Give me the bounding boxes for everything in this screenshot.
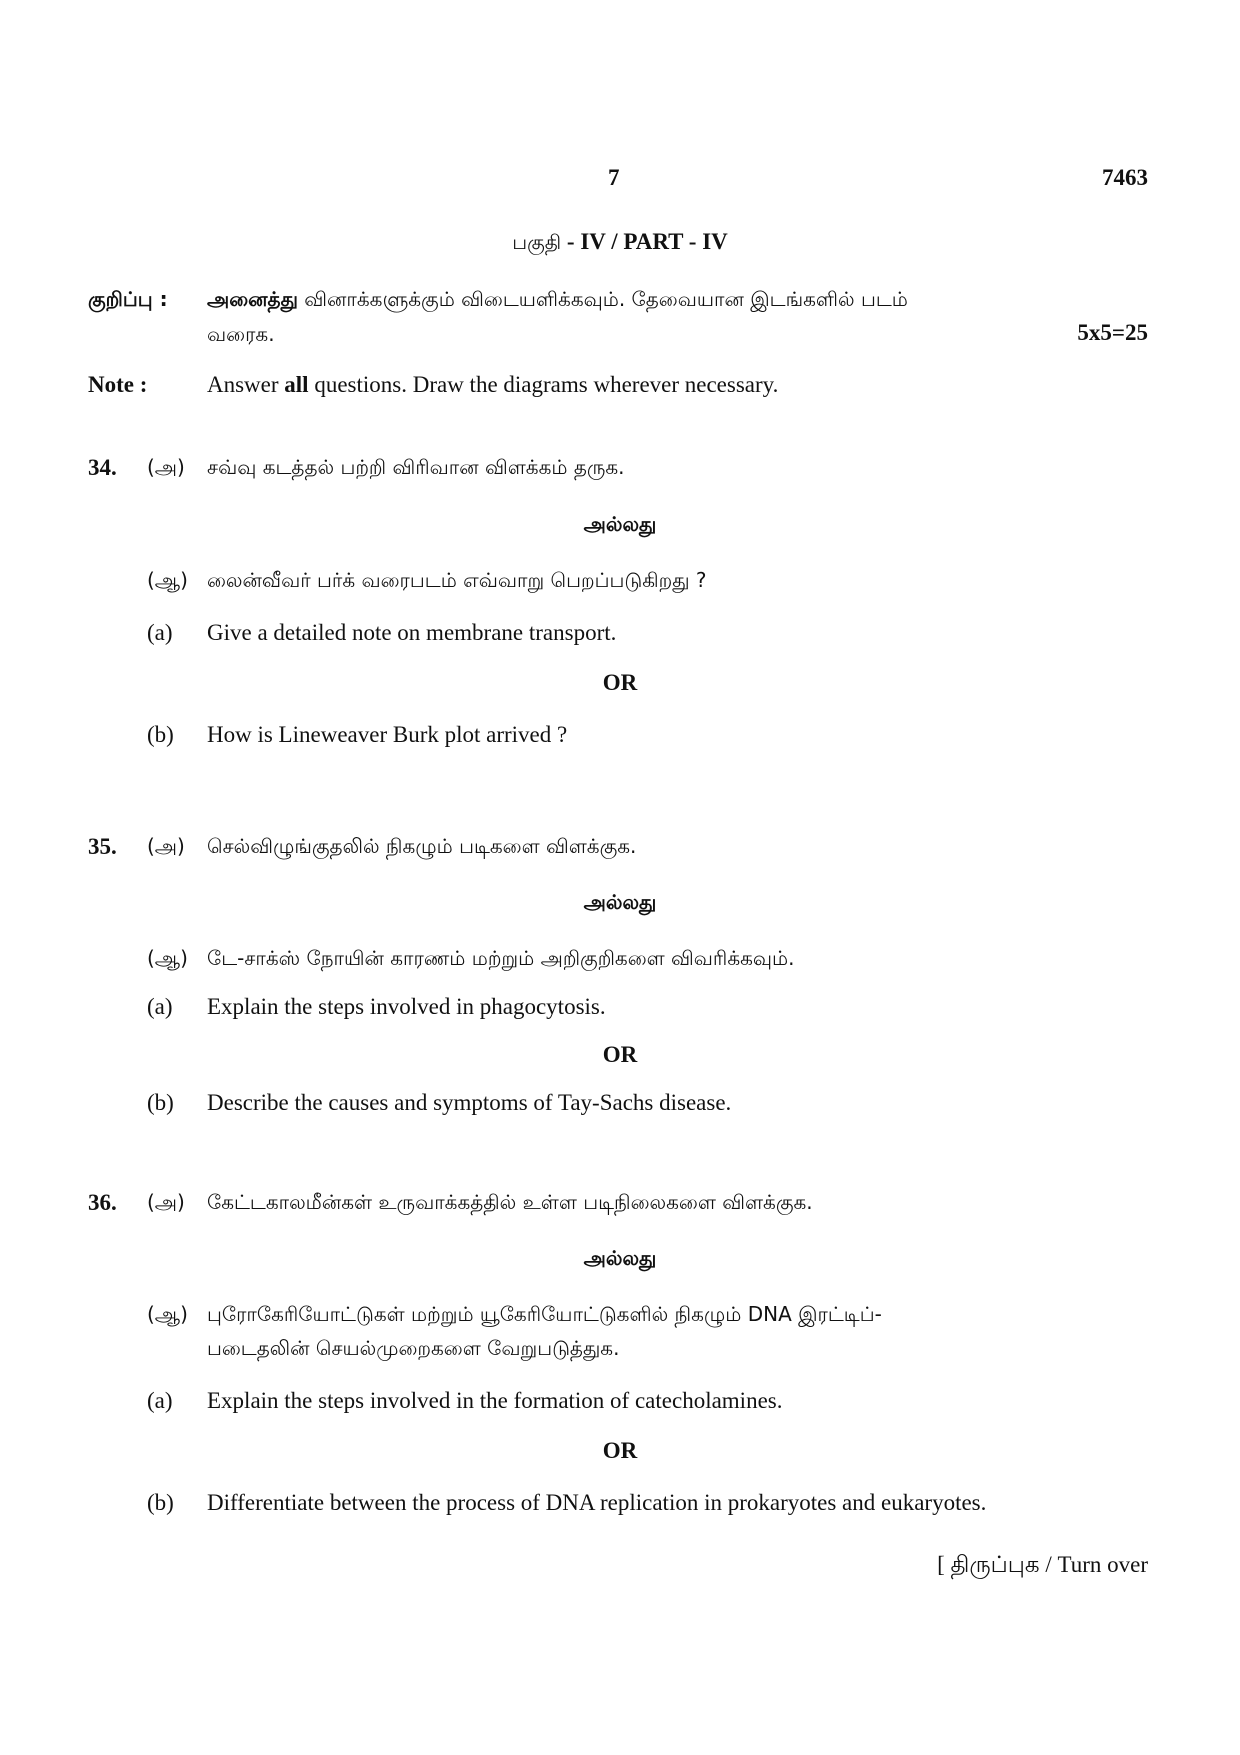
note-tamil-text: வினாக்களுக்கும் விடையளிக்கவும். தேவையான இடங்களில் படம் bbox=[297, 287, 908, 311]
part-title bbox=[0, 229, 1240, 257]
part-title-tamil: பகுதி bbox=[512, 230, 562, 254]
note-tamil-label: குறிப்பு : bbox=[88, 287, 168, 311]
option-label-ta-a: (அ) bbox=[147, 834, 185, 858]
note-tamil-line2: வரைக. bbox=[207, 322, 275, 346]
or-tamil: அல்லது bbox=[583, 890, 657, 914]
paper-code: 7463 bbox=[1102, 165, 1148, 190]
option-text-en-a: Explain the steps involved in phagocytosis. bbox=[207, 994, 606, 1019]
option-text-ta-b: லைன்வீவர் பர்க் வரைபடம் எவ்வாறு பெறப்படுகிறது ? bbox=[207, 568, 707, 592]
option-text-ta-a: கேட்டகாலமீன்கள் உருவாக்கத்தில் உள்ள படிநிலைகளை விளக்குக. bbox=[207, 1190, 813, 1214]
option-label-en-a: (a) bbox=[147, 620, 173, 645]
option-label-ta-b: (ஆ) bbox=[147, 946, 188, 970]
note-english-after: questions. Draw the diagrams wherever necessary. bbox=[308, 372, 779, 397]
page-number: 7 bbox=[608, 165, 620, 190]
option-label-ta-a: (அ) bbox=[147, 1190, 185, 1214]
question-number: 35. bbox=[88, 834, 117, 859]
option-text-en-b: Differentiate between the process of DNA replication in prokaryotes and eukaryotes. bbox=[207, 1490, 987, 1515]
part-title-english: - IV / PART - IV bbox=[561, 229, 728, 254]
option-label-en-b: (b) bbox=[147, 1090, 174, 1115]
question-number: 34. bbox=[88, 455, 117, 480]
option-label-ta-b: (ஆ) bbox=[147, 1302, 188, 1326]
option-label-ta-a: (அ) bbox=[147, 455, 185, 479]
note-english-before: Answer bbox=[207, 372, 285, 397]
option-label-ta-b: (ஆ) bbox=[147, 568, 188, 592]
question-number: 36. bbox=[88, 1190, 117, 1215]
option-text-en-b: How is Lineweaver Burk plot arrived ? bbox=[207, 722, 568, 747]
or-tamil: அல்லது bbox=[583, 1246, 657, 1270]
note-english-text bbox=[207, 372, 778, 398]
option-label-en-b: (b) bbox=[147, 1490, 174, 1515]
note-tamil-line1 bbox=[207, 287, 908, 314]
option-text-en-a: Explain the steps involved in the formation of catecholamines. bbox=[207, 1388, 783, 1413]
option-text-en-a: Give a detailed note on membrane transport. bbox=[207, 620, 617, 645]
option-text-en-b: Describe the causes and symptoms of Tay-Sachs disease. bbox=[207, 1090, 732, 1115]
option-text-ta-b: டே-சாக்ஸ் நோயின் காரணம் மற்றும் அறிகுறிகளை விவரிக்கவும். bbox=[207, 946, 795, 970]
note-english-bold: all bbox=[284, 372, 309, 397]
or-english: OR bbox=[602, 670, 638, 695]
marks-scheme: 5x5=25 bbox=[1077, 320, 1148, 345]
option-label-en-b: (b) bbox=[147, 722, 174, 747]
option-label-en-a: (a) bbox=[147, 994, 173, 1019]
option-text-ta-a: சவ்வு கடத்தல் பற்றி விரிவான விளக்கம் தருக. bbox=[207, 455, 625, 479]
option-text-ta-a: செல்விழுங்குதலில் நிகழும் படிகளை விளக்குக. bbox=[207, 834, 637, 858]
or-english: OR bbox=[602, 1438, 638, 1463]
option-label-en-a: (a) bbox=[147, 1388, 173, 1413]
option-text-ta-b: புரோகேரியோட்டுகள் மற்றும் யூகேரியோட்டுகளில் நிகழும் DNA இரட்டிப்- bbox=[207, 1302, 882, 1326]
turn-over-text: [ திருப்புக / Turn over bbox=[937, 1552, 1148, 1577]
or-english: OR bbox=[602, 1042, 638, 1067]
note-tamil-bold: அனைத்து bbox=[207, 287, 298, 311]
option-text-ta-b-continued: படைதலின் செயல்முறைகளை வேறுபடுத்துக. bbox=[207, 1336, 620, 1360]
turn-over bbox=[800, 1552, 1148, 1581]
note-english-label: Note : bbox=[88, 372, 148, 397]
or-tamil: அல்லது bbox=[583, 512, 657, 536]
